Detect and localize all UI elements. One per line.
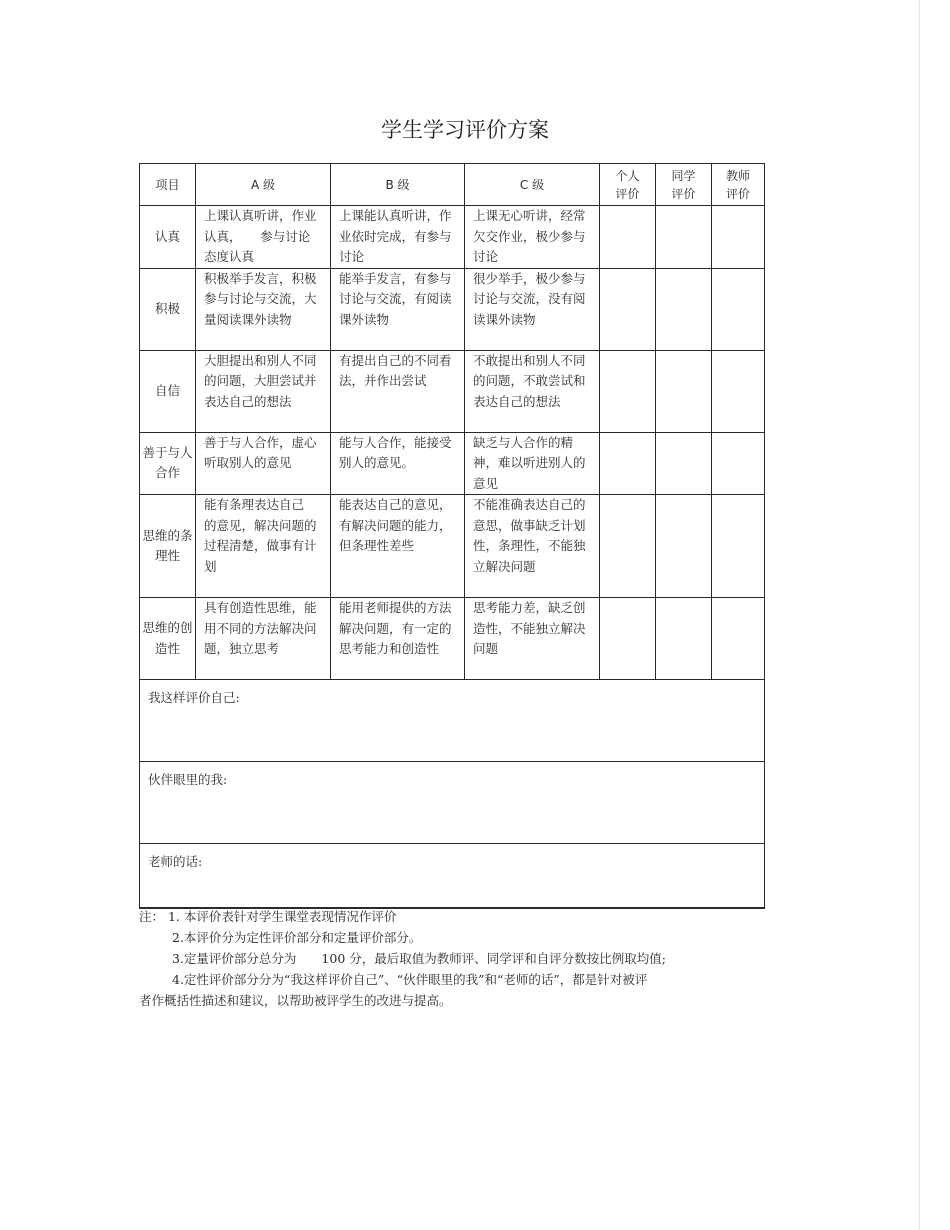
- note-4: 4.定性评价部分分为“我这样评价自己”、“伙伴眼里的我”和“老师的话”，都是针对被评: [172, 972, 648, 987]
- note-4-continued: 者作概括性描述和建议，以帮助被评学生的改进与提高。: [139, 993, 452, 1008]
- peer-eval-cell[interactable]: [656, 432, 712, 495]
- note-1: 注： 1. 本评价表针对学生课堂表现情况作评价: [139, 909, 397, 924]
- page-title: 学生学习评价方案: [381, 118, 549, 142]
- header-teacher-eval: 教师 评价: [712, 164, 765, 206]
- grade-a-cell: 大胆提出和别人不同的问题，大胆尝试并表达自己的想法: [196, 350, 331, 432]
- teacher-eval-cell[interactable]: [712, 495, 765, 598]
- header-peer-eval: 同学 评价: [656, 164, 712, 206]
- table-row: [140, 268, 765, 350]
- grade-c-cell: 很少举手，极少参与讨论与交流，没有阅读课外读物: [465, 268, 600, 350]
- comment-row-peer: [140, 762, 765, 844]
- grade-b-cell: 上课能认真听讲，作业依时完成，有参与讨论: [331, 206, 465, 269]
- peer-eval-cell[interactable]: [656, 598, 712, 680]
- self-eval-cell[interactable]: [600, 350, 656, 432]
- comment-row-self: [140, 680, 765, 762]
- peer-comment-label: 伙伴眼里的我:: [148, 772, 228, 787]
- grade-a-cell: 积极举手发言，积极参与讨论与交流，大量阅读课外读物: [196, 268, 331, 350]
- grade-c-cell: 缺乏与人合作的精神，难以听进别人的意见: [465, 432, 600, 495]
- table-row: [140, 432, 765, 495]
- grade-c-cell: 不能准确表达自己的意思，做事缺乏计划性，条理性，不能独立解决问题: [465, 495, 600, 598]
- grade-b-cell: 能举手发言，有参与讨论与交流，有阅读课外读物: [331, 268, 465, 350]
- header-grade-c: C 级: [465, 164, 600, 206]
- teacher-eval-cell[interactable]: [712, 432, 765, 495]
- row-item-label: 积极: [140, 268, 196, 350]
- grade-c-cell: 思考能力差，缺乏创造性，不能独立解决问题: [465, 598, 600, 680]
- grade-b-cell: 能表达自己的意见，有解决问题的能力，但条理性差些: [331, 495, 465, 598]
- note-2: 2.本评价分为定性评价部分和定量评价部分。: [172, 930, 422, 945]
- header-self-eval: 个人 评价: [600, 164, 656, 206]
- self-eval-cell[interactable]: [600, 495, 656, 598]
- grade-a-cell: 上课认真听讲，作业认真， 参与讨论态度认真: [196, 206, 331, 269]
- row-item-label: 善于与人合作: [140, 432, 196, 495]
- table-row: [140, 495, 765, 598]
- row-item-label: 认真: [140, 206, 196, 269]
- grade-b-cell: 能用老师提供的方法解决问题，有一定的思考能力和创造性: [331, 598, 465, 680]
- header-grade-b: B 级: [331, 164, 465, 206]
- peer-eval-cell[interactable]: [656, 350, 712, 432]
- peer-eval-cell[interactable]: [656, 268, 712, 350]
- grade-b-cell: 能与人合作，能接受别人的意见。: [331, 432, 465, 495]
- grade-a-cell: 能有条理表达自己 的意见，解决问题的过程清楚，做事有计划: [196, 495, 331, 598]
- grade-a-cell: 具有创造性思维，能用不同的方法解决问题，独立思考: [196, 598, 331, 680]
- peer-comment-area[interactable]: [140, 762, 765, 844]
- self-comment-area[interactable]: [140, 680, 765, 762]
- table-row: [140, 350, 765, 432]
- header-item: 项目: [140, 164, 196, 206]
- grade-c-cell: 不敢提出和别人不同的问题，不敢尝试和表达自己的想法: [465, 350, 600, 432]
- self-eval-cell[interactable]: [600, 268, 656, 350]
- table-row: [140, 206, 765, 269]
- grade-a-cell: 善于与人合作，虚心听取别人的意见: [196, 432, 331, 495]
- evaluation-table: [139, 163, 765, 909]
- header-grade-a: A 级: [196, 164, 331, 206]
- table-header-row: [140, 164, 765, 206]
- notes-section: [139, 906, 739, 1011]
- self-comment-label: 我这样评价自己:: [148, 690, 240, 705]
- table-row: [140, 598, 765, 680]
- self-eval-cell[interactable]: [600, 206, 656, 269]
- teacher-eval-cell[interactable]: [712, 268, 765, 350]
- note-3: 3.定量评价部分总分为 100 分，最后取值为教师评、同学评和自评分数按比例取均值;: [172, 951, 666, 966]
- comment-row-teacher: [140, 844, 765, 908]
- teacher-eval-cell[interactable]: [712, 598, 765, 680]
- grade-b-cell: 有提出自己的不同看法，并作出尝试: [331, 350, 465, 432]
- teacher-eval-cell[interactable]: [712, 206, 765, 269]
- grade-c-cell: 上课无心听讲，经常欠交作业，极少参与讨论: [465, 206, 600, 269]
- teacher-eval-cell[interactable]: [712, 350, 765, 432]
- row-item-label: 自信: [140, 350, 196, 432]
- page-edge: [919, 0, 920, 1230]
- peer-eval-cell[interactable]: [656, 206, 712, 269]
- peer-eval-cell[interactable]: [656, 495, 712, 598]
- teacher-comment-area[interactable]: [140, 844, 765, 908]
- self-eval-cell[interactable]: [600, 598, 656, 680]
- row-item-label: 思维的条理性: [140, 495, 196, 598]
- row-item-label: 思维的创造性: [140, 598, 196, 680]
- teacher-comment-label: 老师的话:: [148, 854, 203, 869]
- self-eval-cell[interactable]: [600, 432, 656, 495]
